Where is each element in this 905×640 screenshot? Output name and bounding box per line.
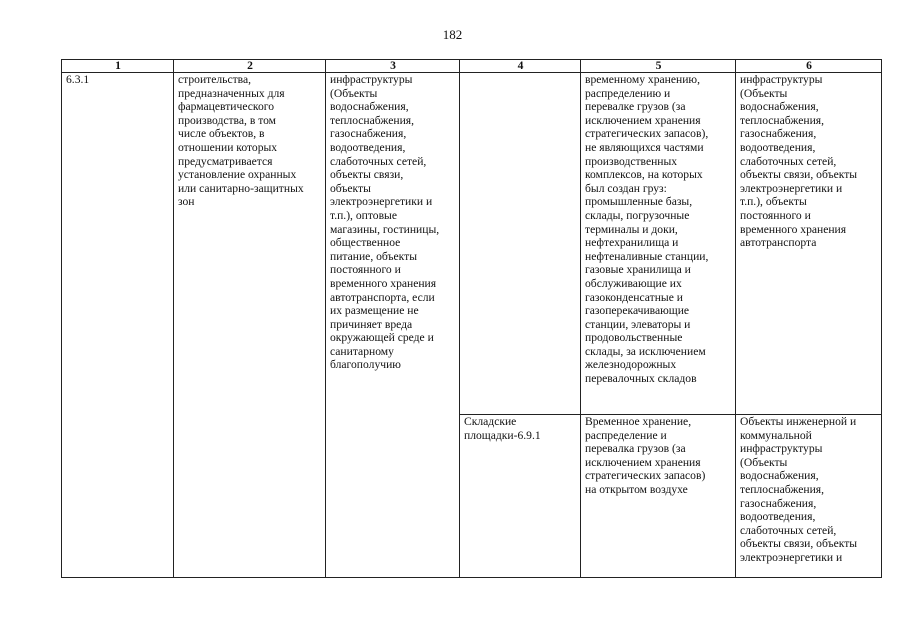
cell-code-text: 6.3.1 bbox=[66, 73, 90, 86]
cell-auxiliary-use bbox=[736, 415, 882, 578]
header-col-2: 2 bbox=[174, 60, 326, 73]
page-number: 182 bbox=[442, 27, 463, 42]
cell-auxiliary-use-text: инфраструктуры (Объекты водоснабжения, теплоснабжения, газоснабжения, водоотведения, слаботочных сетей, объекты связи, объекты электроэнергетики и т.п.), объекты постоянного и временного хранения автотранспорта bbox=[740, 73, 858, 250]
cell-conditional-description bbox=[581, 415, 736, 578]
cell-auxiliary-use-text: Объекты инженерной и коммунальной инфраструктуры (Объекты водоснабжения, теплоснабжения, газоснабжения, водоотведения, слаботочных сетей, объекты связи, объекты электроэнергетики и bbox=[740, 415, 858, 564]
cell-permitted-use bbox=[326, 73, 460, 578]
cell-description-text: строительства, предназначенных для фармацевтического производства, в том числе объектов, в отношении которых предусматривается установление охранных или санитарно-защитных зон bbox=[178, 73, 304, 209]
cell-conditional-description-text: Временное хранение, распределение и перевалка грузов (за исключением хранения стратегических запасов) на открытом воздухе bbox=[585, 415, 706, 496]
cell-description bbox=[174, 73, 326, 578]
header-col-5: 5 bbox=[581, 60, 736, 73]
cell-conditional-description-text: временному хранению, распределению и перевалке грузов (за исключением хранения стратегических запасов), не являющихся частями производственных комплексов, на которых был создан груз: промышленные базы, склады, погрузочные терминалы и доки, нефтехранилища и нефтеналивные станции, газовые хранилища и обслуживающие их газоконденсатные и газоперекачивающие станции, элеваторы и продовольственные склады, за исключением железнодорожных перевалочных складов bbox=[585, 73, 709, 386]
header-col-1: 1 bbox=[62, 60, 174, 73]
cell-conditional-use-text: Складские площадки-6.9.1 bbox=[464, 415, 541, 442]
cell-conditional-description bbox=[581, 73, 736, 415]
header-col-3: 3 bbox=[326, 60, 460, 73]
header-row bbox=[62, 60, 882, 73]
cell-conditional-use bbox=[460, 415, 581, 578]
cell-permitted-use-text: инфраструктуры (Объекты водоснабжения, теплоснабжения, газоснабжения, водоотведения, слаботочных сетей, объекты связи, объекты электроэнергетики и т.п.), оптовые магазины, гостиницы, общественное питание, объекты постоянного и временного хранения автотранспорта, если их размещение не причиняет вреда окружающей среде и санитарному благополучию bbox=[330, 73, 440, 372]
land-use-table bbox=[61, 59, 882, 578]
cell-code bbox=[62, 73, 174, 578]
header-col-6: 6 bbox=[736, 60, 882, 73]
header-col-4: 4 bbox=[460, 60, 581, 73]
cell-conditional-use bbox=[460, 73, 581, 415]
cell-auxiliary-use bbox=[736, 73, 882, 415]
table-row bbox=[62, 73, 882, 415]
